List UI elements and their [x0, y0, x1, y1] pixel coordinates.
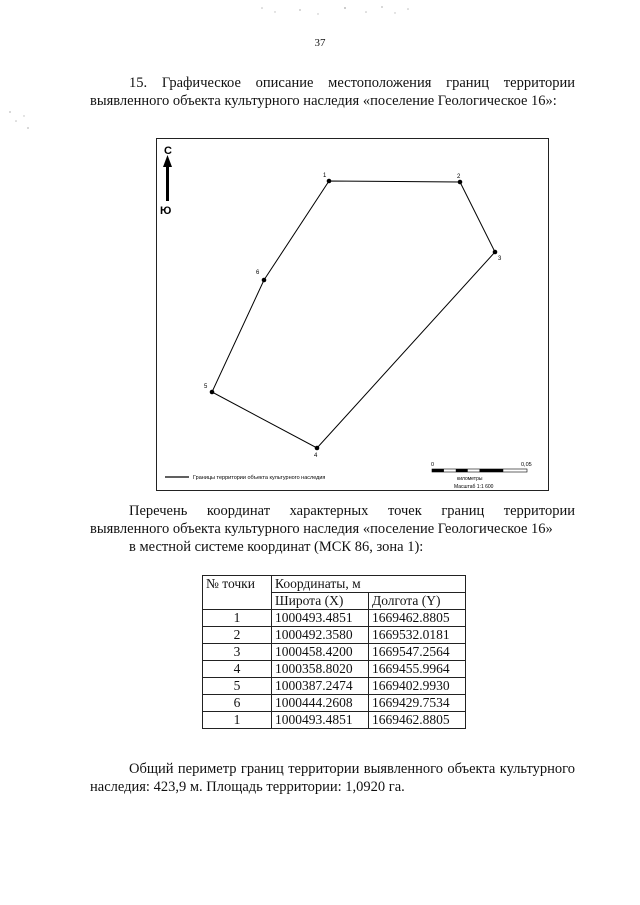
cell-longitude: 1669462.8805 — [369, 610, 466, 627]
legend-text: Границы территории объекта культурного наследия — [193, 475, 326, 481]
cell-point-number: 6 — [203, 695, 272, 712]
cell-longitude: 1669455.9964 — [369, 661, 466, 678]
cell-longitude: 1669532.0181 — [369, 627, 466, 644]
header-coordinates: Координаты, м — [272, 576, 466, 593]
vertex-label: 1 — [323, 173, 327, 179]
section-heading: 15. Графическое описание местоположения границ территории выявленного объекта культурного наследия «поселение Геологическое 16»: — [90, 75, 575, 109]
cell-latitude: 1000493.4851 — [272, 610, 369, 627]
vertex-label: 5 — [204, 384, 208, 390]
header-point-number: № точки — [203, 576, 272, 610]
cell-point-number: 3 — [203, 644, 272, 661]
scale-end-label: 0,05 — [521, 462, 532, 468]
north-label: С — [164, 145, 172, 157]
scale-ratio-label: Масштаб 1:1 600 — [454, 484, 494, 490]
cell-latitude: 1000492.3580 — [272, 627, 369, 644]
scale-units-label: километры — [457, 476, 483, 482]
cell-point-number: 1 — [203, 610, 272, 627]
scale-start-label: 0 — [431, 462, 435, 468]
vertex-label: 4 — [314, 453, 318, 459]
cell-longitude: 1669547.2564 — [369, 644, 466, 661]
cell-point-number: 2 — [203, 627, 272, 644]
cell-point-number: 1 — [203, 712, 272, 729]
cell-longitude: 1669402.9930 — [369, 678, 466, 695]
vertex-label: 2 — [457, 174, 461, 180]
page-number: 37 — [314, 37, 326, 49]
perimeter-area-summary: Общий периметр границ территории выявленного объекта культурного наследия: 423,9 м. Площадь территории: 1,0920 га. — [90, 761, 575, 795]
cell-longitude: 1669429.7534 — [369, 695, 466, 712]
cell-longitude: 1669462.8805 — [369, 712, 466, 729]
intro-last-line: в местной системе координат (МСК 86, зона 1): — [129, 539, 424, 555]
cell-latitude: 1000387.2474 — [272, 678, 369, 695]
intro-main-text: Перечень координат характерных точек границ территории выявленного объекта культурного наследия «поселение Геологическое 16» — [90, 503, 575, 537]
vertex-label: 6 — [256, 270, 260, 276]
cell-point-number: 5 — [203, 678, 272, 695]
south-label: Ю — [160, 205, 172, 217]
cell-latitude: 1000358.8020 — [272, 661, 369, 678]
cell-latitude: 1000444.2608 — [272, 695, 369, 712]
cell-latitude: 1000458.4200 — [272, 644, 369, 661]
header-longitude: Долгота (Y) — [369, 593, 466, 610]
header-latitude: Широта (X) — [272, 593, 369, 610]
vertex-label: 3 — [498, 256, 502, 262]
cell-latitude: 1000493.4851 — [272, 712, 369, 729]
cell-point-number: 4 — [203, 661, 272, 678]
